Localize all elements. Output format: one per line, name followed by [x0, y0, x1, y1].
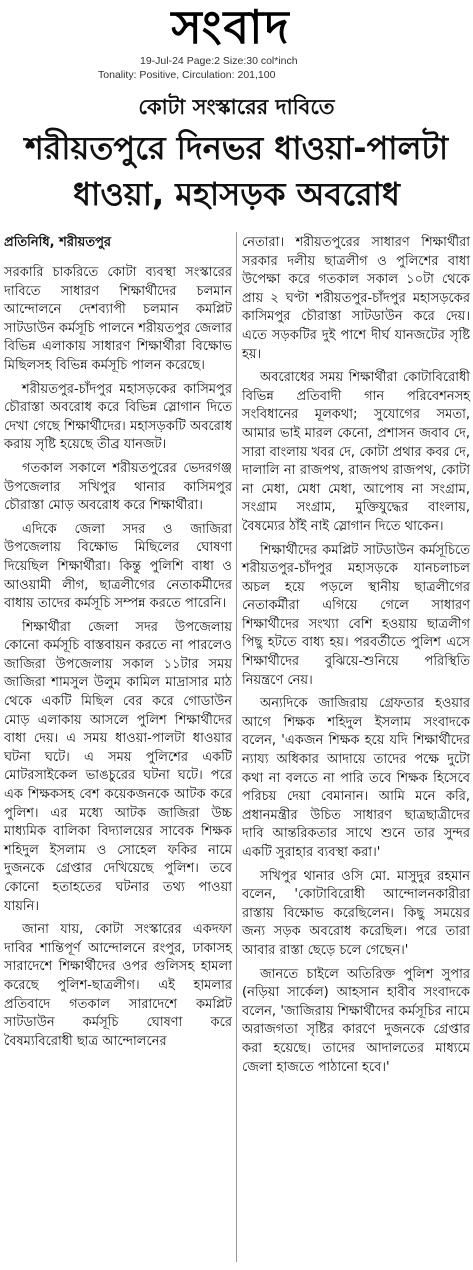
paragraph: শিক্ষার্থীদের কমপ্লিট সাটডাউন কর্মসূচিতে শরীয়তপুর-চাঁদপুর মহাসড়কে যানচলাচল অচল হয়ে পড়লে স্থানীয় ছাত্রলীগের নেতাকর্মীরা এগিয়ে গেলে সাধারণ শিক্ষার্থীদের সংখ্যা বেশি হওয়ায় ছাত্রলীগ পিছু হটতে বাধ্য হয়। পরবর্তীতে পুলিশ এসে শিক্ষার্থীদের বুঝিয়ে-শুনিয়ে পরিস্থিতি নিয়ন্ত্রণে নেয়। — [242, 542, 470, 688]
clipping-meta-date: 19-Jul-24 Page:2 Size:30 col*inch — [140, 55, 298, 67]
paragraph: এদিকে জেলা সদর ও জাজিরা উপজেলায় বিক্ষোভ মিছিলের ঘোষণা দিয়েছিল শিক্ষার্থীরা। কিন্তু পুলিশি বাধা ও আওয়ামী লীগ, ছাত্রলীগের নেতাকর্মীদের বাধায় তাদের কর্মসূচি সম্পন্ন করতে পারেনি। — [4, 521, 232, 612]
paragraph: গতকাল সকালে শরীয়তপুরের ভেদরগঞ্জ উপজেলার সখিপুর থানার কাসিমপুর চৌরাস্তা মোড় অবরোধ করে শিক্ষার্থীরা। — [4, 460, 232, 514]
paragraph: অন্যদিকে জাজিরায় গ্রেফতার হওয়ার আগে শিক্ষক শহিদুল ইসলাম সংবাদকে বলেন, 'একজন শিক্ষক হয়ে যদি শিক্ষার্থীদের ন্যায্য অধিকার আদায়ে তাদের পক্ষে দুটো কথা না বলতে না পারি তবে শিক্ষক হিসেবে পরিচয় দেয়া বেমানান। আমি মনে করি, প্রধানমন্ত্রীর উচিত সাধারণ ছাত্রছাত্রীদের দাবি আন্তরিকতার সাথে শুনে তার সুন্দর একটি সুরাহার ব্যবস্থা করা।' — [242, 696, 470, 860]
article-column-right — [242, 234, 470, 1082]
paragraph: জানতে চাইলে অতিরিক্ত পুলিশ সুপার (নড়িয়া সার্কেল) আহসান হাবীব সংবাদকে বলেন, 'জাজিরায় শিক্ষার্থীদের কর্মসূচির নামে অরাজগতা সৃষ্টির কারণে দুজনকে গ্রেপ্তার করা হয়েছে। তাদের আদালতের মাধ্যমে জেলা হাজতে পাঠানো হবে।' — [242, 966, 470, 1075]
headline-line-1: শরীয়তপুরে দিনভর ধাওয়া-পালটা — [24, 129, 449, 167]
masthead-logo: সংবাদ — [171, 0, 291, 54]
column-divider — [236, 232, 237, 1262]
headline-line-2: ধাওয়া, মহাসড়ক অবরোধ — [73, 175, 400, 213]
paragraph: অবরোধের সময় শিক্ষার্থীরা কোটাবিরোধী বিভিন্ন প্রতিবাদী গান পরিবেশনসহ সংবিধানের মূলকথা; সুযোগের সমতা, আমার ভাই মারল কেনো, প্রশাসন জবাব দে, সারা বাংলায় খবর দে, কোটা প্রথার কবর দে, দালালি না রাজপথ, রাজপথ রাজপথ, কোটা না মেধা, মেধা মেধা, আপোষ না সংগ্রাম, সংগ্রাম সংগ্রাম, মুক্তিযুদ্ধের বাংলায়, বৈষম্যের ঠাঁই নাই স্লোগান দিতে থাকেন। — [242, 370, 470, 534]
paragraph: শিক্ষার্থীরা জেলা সদর উপজেলায় কোনো কর্মসূচি বাস্তবায়ন করতে না পারলেও জাজিরা উপজেলায় সকাল ১১টার সময় জাজিরা শামসুল উলুম কামিল মাদ্রাসার মাঠ থেকে একটি মিছিল বের করে গোডাউন মোড় এলাকায় আসলে পুলিশ শিক্ষার্থীদের বাধা দেয়। এ সময় ধাওয়া-পালটা ধাওয়ার ঘটনা ঘটে। এ সময় পুলিশের একটি মোটরসাইকেল ভাঙচুরের ঘটনা ঘটে। পরে এক শিক্ষকসহ বেশ কয়েকজনকে আটক করে পুলিশ। এর মধ্যে আটক জাজিরা উচ্চ মাধ্যমিক বালিকা বিদ্যালয়ের সাবেক শিক্ষক শহিদুল ইসলাম ও সোহেল ফকির নামে দুজনকে গ্রেপ্তার দেখিয়েছে পুলিশ। তবে কোনো হতাহতের ঘটনার তথ্য পাওয়া যায়নি। — [4, 619, 232, 914]
article-column-left — [4, 264, 232, 1056]
clipping-meta-tonality: Tonality: Positive, Circulation: 201,100 — [98, 69, 276, 81]
article-headline — [0, 125, 473, 217]
paragraph: শরীয়তপুর-চাঁদপুর মহাসড়কের কাসিমপুর চৌরাস্তা অবরোধ করে বিভিন্ন স্লোগান দিতে দেখা গেছে শিক্ষার্থীদের। মহাসড়কটি অবরোধ করায় সৃষ্টি হয়েছে তীব্র যানজট। — [4, 381, 232, 453]
article-byline: প্রতিনিধি, শরীয়তপুর — [4, 235, 112, 250]
paragraph: নেতারা। শরীয়তপুরের সাধারণ শিক্ষার্থীরা সরকার দলীয় ছাত্রলীগ ও পুলিশের বাধা উপেক্ষা করে গতকাল সকাল ১০টা থেকে প্রায় ২ ঘণ্টা শরীয়তপুর-চাঁদপুর মহাসড়কের কাসিমপুর চৌরাস্তা সাটডাউন করে দেয়। এতে সড়কটির দুই পাশে দীর্ঘ যানজটের সৃষ্টি হয়। — [242, 235, 470, 362]
paragraph: সখিপুর থানার ওসি মো. মাসুদুর রহমান বলেন, 'কোটাবিরোধী আন্দোলনকারীরা রাস্তায় বিক্ষোভ করেছিলেন। কিছু সময়ের জন্য সড়ক অবরোধ করেছিল। পরে তারা আবার রাস্তা ছেড়ে চলে গেছেন।' — [242, 868, 470, 958]
article-kicker: কোটা সংস্কারের দাবিতে — [138, 95, 335, 119]
paragraph: জানা যায়, কোটা সংস্কারের একদফা দাবির শান্তিপূর্ণ আন্দোলনে রংপুর, ঢাকাসহ সারাদেশে শিক্ষার্থীদের ওপর গুলিসহ হামলা করেছে পুলিশ-ছাত্রলীগ। এই হামলার প্রতিবাদে গতকাল সারাদেশে কমপ্লিট সাটডাউন কর্মসূচি ঘোষণা করে বৈষম্যবিরোধী ছাত্র আন্দোলনের — [4, 922, 232, 1049]
paragraph: সরকারি চাকরিতে কোটা ব্যবস্থা সংস্কারের দাবিতে সাধারণ শিক্ষার্থীদের চলমান আন্দোলনে দেশব্যাপী চলমান কমপ্লিট সাটডাউন কর্মসূচি পালনে শরীয়তপুর জেলার বিভিন্ন এলাকায় সাধারণ শিক্ষার্থীরা বিক্ষোভ মিছিলসহ বিভিন্ন কর্মসূচি পালন করেছে। — [4, 265, 232, 373]
